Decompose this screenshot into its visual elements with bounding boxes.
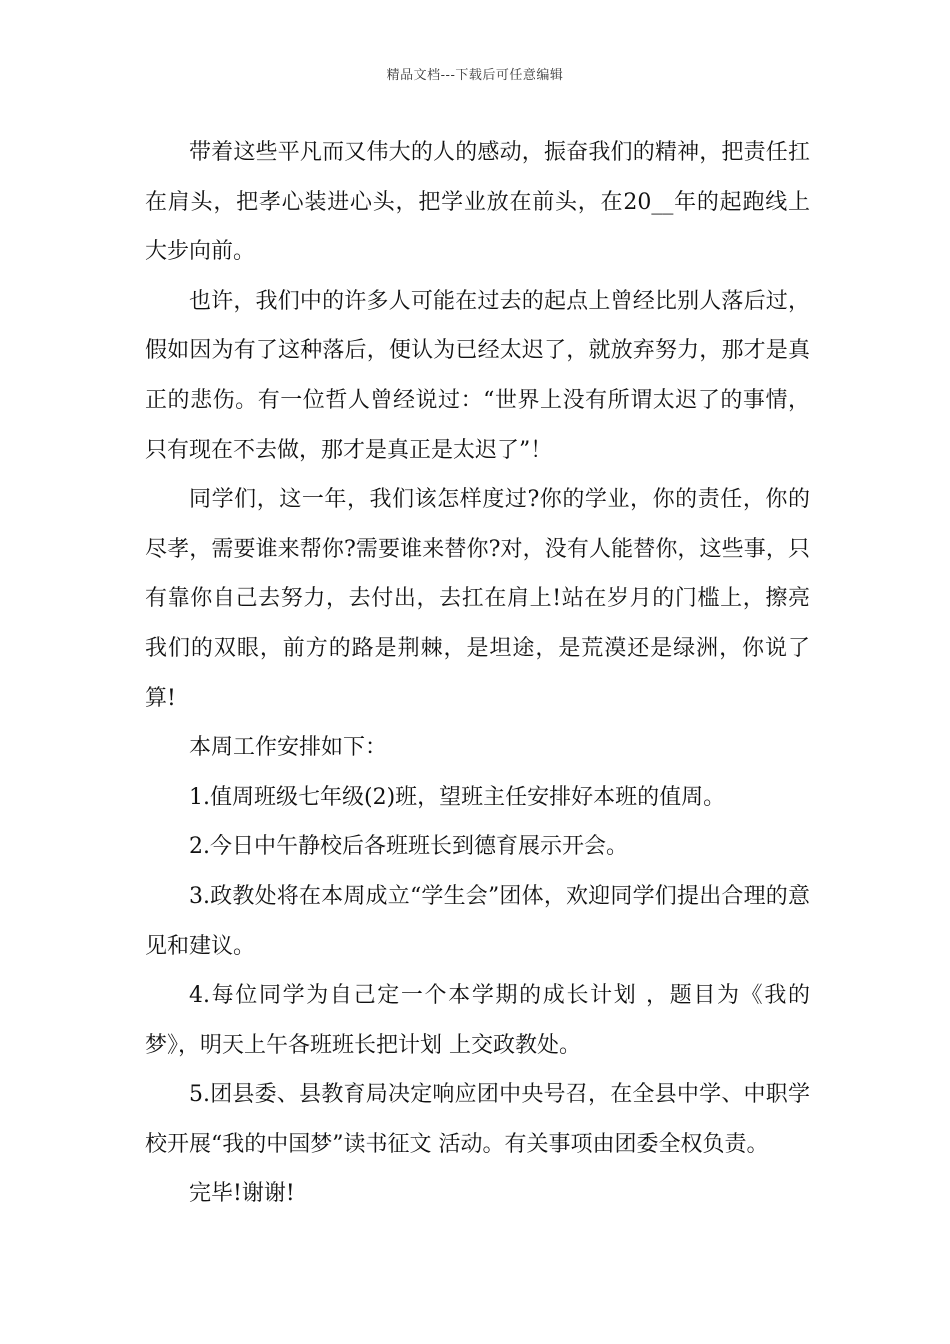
paragraph-classmates: 同学们，这一年，我们该怎样度过?你的学业，你的责任，你的尽孝，需要谁来帮你?需要谁来替你?对，没有人能替你，这些事，只有靠你自己去努力，去付出，去扛在肩上!站在岁月的门槛上，擦亮我们的双眼，前方的路是荆棘，是坦途，是荒漠还是绿洲，你说了算! [145,487,810,711]
schedule-item-4: 4.每位同学为自己定一个本学期的成长计划 ，题目为《我的梦》，明天上午各班班长把计划 上交政教处。 [145,983,810,1058]
paragraph-resolve: 带着这些平凡而又伟大的人的感动，振奋我们的精神，把责任扛在肩头，把孝心装进心头，把学业放在前头，在20__年的起跑线上大步向前。 [145,140,810,265]
closing-line: 完毕!谢谢! [189,1181,295,1207]
schedule-item-1: 1.值周班级七年级(2)班，望班主任安排好本班的值周。 [189,784,726,810]
schedule-item-3: 3.政教处将在本周成立“学生会”团体，欢迎同学们提出合理的意见和建议。 [145,883,810,959]
paragraph-not-too-late: 也许，我们中的许多人可能在过去的起点上曾经比别人落后过，假如因为有了这种落后，便认为已经太迟了，就放弃努力，那才是真正的悲伤。有一位哲人曾经说过：“世界上没有所谓太迟了的事情，只有现在不去做，那才是真正是太迟了”！ [145,288,810,463]
page-header: 精品文档---下载后可任意编辑 [386,68,564,83]
schedule-item-5: 5.团县委、县教育局决定响应团中央号召，在全县中学、中职学校开展“我的中国梦”读书征文 活动。有关事项由团委全权负责。 [145,1082,810,1157]
paragraph-schedule-heading: 本周工作安排如下： [189,735,388,761]
document-body [145,128,810,1219]
schedule-item-2: 2.今日中午静校后各班班长到德育展示开会。 [189,834,628,860]
